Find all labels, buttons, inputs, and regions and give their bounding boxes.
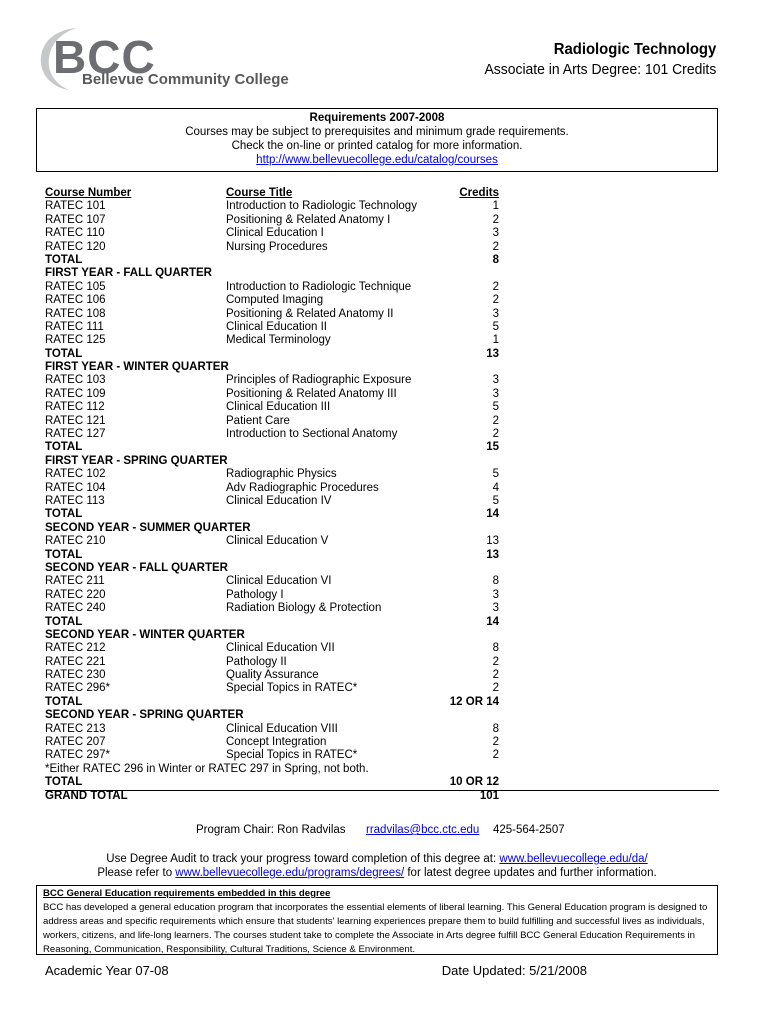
course-credits: 3 — [492, 387, 499, 400]
course-credits: 1 — [492, 334, 499, 347]
course-title: Adv Radiographic Procedures — [226, 481, 379, 494]
academic-year: Academic Year 07-08 — [45, 963, 169, 978]
table-row — [45, 723, 499, 736]
degree-updates-pre: Please refer to — [97, 867, 176, 879]
table-row — [45, 736, 499, 749]
course-number: RATEC 212 — [45, 642, 106, 655]
course-number: FIRST YEAR - WINTER QUARTER — [45, 361, 229, 374]
table-row — [45, 428, 499, 441]
program-chair-label: Program Chair: Ron Radvilas — [196, 824, 346, 836]
course-title: Introduction to Radiologic Technique — [226, 280, 412, 293]
course-credits: 1 — [492, 200, 499, 213]
course-credits: 5 — [492, 401, 499, 414]
course-credits: 8 — [492, 253, 499, 266]
course-title: Special Topics in RATEC* — [226, 682, 358, 695]
degree-updates-link[interactable]: www.bellevuecollege.edu/programs/degrees/ — [175, 867, 405, 879]
table-row — [45, 441, 499, 454]
degree-credits: Associate in Arts Degree: 101 Credits — [484, 61, 716, 78]
table-row — [45, 321, 499, 334]
course-number: RATEC 111 — [45, 320, 104, 333]
course-number: RATEC 112 — [45, 401, 105, 414]
course-credits: 2 — [492, 428, 499, 441]
course-credits: 2 — [492, 736, 499, 749]
course-number: RATEC 210 — [45, 535, 106, 548]
table-row — [45, 415, 499, 428]
course-title: Clinical Education III — [226, 401, 331, 414]
logo-college-name: Bellevue Community College — [82, 71, 289, 88]
header-course-number: Course Number — [45, 187, 132, 199]
table-row — [45, 227, 499, 240]
gened-body: BCC has developed a general education program that incorporates the essential elements of liberal learning. This General Education program is designed to address areas and specific requirements which ensure that students' learning experiences prepare them to build fulfilling and successful lives as individuals, workers, citizens, and life-long learners. The courses student take to complete the Associate in Arts degree fulfill BCC General Education Requirements in Reasoning, Communication, Responsibility, Cultural Traditions, Science & Environment. — [43, 902, 708, 955]
requirements-box — [36, 108, 718, 172]
table-row — [45, 294, 499, 307]
course-number: TOTAL — [45, 615, 83, 628]
logo-bcc-text: BCC — [53, 31, 156, 83]
table-row — [45, 790, 499, 803]
course-title: Medical Terminology — [226, 334, 331, 347]
course-number: TOTAL — [45, 695, 83, 708]
table-row — [45, 348, 499, 361]
course-number: RATEC 230 — [45, 669, 106, 682]
course-credits: 13 — [486, 347, 499, 360]
table-header-row — [45, 187, 499, 200]
course-credits: 2 — [492, 414, 499, 427]
table-row — [45, 589, 499, 602]
table-row — [45, 763, 499, 776]
table-row — [45, 200, 499, 213]
table-row — [45, 602, 499, 615]
course-number: RATEC 101 — [45, 200, 106, 213]
course-number: RATEC 105 — [45, 280, 106, 293]
table-row — [45, 549, 499, 562]
table-row — [45, 656, 499, 669]
course-credits: 3 — [492, 307, 499, 320]
program-title: Radiologic Technology — [553, 41, 716, 58]
table-row — [45, 388, 499, 401]
chair-phone: 425-564-2507 — [493, 824, 565, 836]
course-number: RATEC 220 — [45, 588, 106, 601]
course-number: GRAND TOTAL — [45, 789, 128, 802]
course-credits: 2 — [492, 669, 499, 682]
course-title: Quality Assurance — [226, 669, 319, 682]
table-row — [45, 575, 499, 588]
degree-audit-link[interactable]: www.bellevuecollege.edu/da/ — [499, 853, 648, 865]
table-row — [45, 308, 499, 321]
course-title: Patient Care — [226, 414, 290, 427]
course-title: Pathology II — [226, 655, 287, 668]
course-credits: 2 — [492, 294, 499, 307]
course-number: SECOND YEAR - FALL QUARTER — [45, 561, 228, 574]
course-credits: 12 OR 14 — [449, 695, 499, 708]
course-title: Computed Imaging — [226, 294, 324, 307]
course-table — [45, 187, 499, 803]
table-row — [45, 214, 499, 227]
course-number: RATEC 102 — [45, 468, 106, 481]
course-credits: 15 — [486, 441, 499, 454]
degree-audit-text: Use Degree Audit to track your progress toward completion of this degree at: — [106, 853, 500, 865]
course-number: RATEC 211 — [45, 575, 105, 588]
course-number: TOTAL — [45, 253, 83, 266]
table-row — [45, 361, 499, 374]
bcc-logo — [37, 26, 307, 92]
course-title: Radiation Biology & Protection — [226, 602, 382, 615]
header-credits: Credits — [459, 187, 499, 199]
course-number: RATEC 110 — [45, 227, 105, 240]
table-row — [45, 682, 499, 695]
table-row — [45, 508, 499, 521]
course-number: TOTAL — [45, 441, 83, 454]
course-number: RATEC 104 — [45, 481, 106, 494]
course-credits: 3 — [492, 602, 499, 615]
course-number: RATEC 296* — [45, 682, 110, 695]
program-header — [467, 40, 716, 80]
course-credits: 101 — [479, 789, 499, 802]
course-title: Introduction to Sectional Anatomy — [226, 428, 398, 441]
course-number: RATEC 109 — [45, 387, 106, 400]
course-title: Clinical Education VII — [226, 642, 335, 655]
table-row — [45, 696, 499, 709]
course-number: RATEC 121 — [45, 414, 106, 427]
course-number: TOTAL — [45, 776, 83, 789]
table-row — [45, 281, 499, 294]
course-credits: 2 — [492, 682, 499, 695]
course-title: Positioning & Related Anatomy III — [226, 387, 397, 400]
course-number: FIRST YEAR - FALL QUARTER — [45, 267, 212, 280]
course-title: Nursing Procedures — [226, 240, 328, 253]
table-row — [45, 709, 499, 722]
course-credits: 5 — [492, 494, 499, 507]
chair-email-link[interactable]: rradvilas@bcc.ctc.edu — [366, 824, 480, 836]
table-row — [45, 669, 499, 682]
course-number: RATEC 240 — [45, 602, 106, 615]
course-rows — [45, 200, 499, 803]
course-credits: 5 — [492, 320, 499, 333]
course-number: RATEC 127 — [45, 428, 106, 441]
course-number: SECOND YEAR - WINTER QUARTER — [45, 628, 245, 641]
course-title: Introduction to Radiologic Technology — [226, 200, 417, 213]
course-title: Positioning & Related Anatomy II — [226, 307, 394, 320]
course-title: Principles of Radiographic Exposure — [226, 374, 412, 387]
course-number: TOTAL — [45, 548, 83, 561]
course-credits: 14 — [486, 508, 499, 521]
course-number: RATEC 106 — [45, 294, 106, 307]
course-number: RATEC 120 — [45, 240, 106, 253]
course-number: *Either RATEC 296 in Winter or RATEC 297 in Spring, not both. — [45, 762, 369, 775]
course-number: RATEC 103 — [45, 374, 106, 387]
course-number: RATEC 108 — [45, 307, 106, 320]
degree-updates-line — [36, 867, 718, 879]
table-row — [45, 642, 499, 655]
table-row — [45, 254, 499, 267]
course-credits: 13 — [486, 535, 499, 548]
course-credits: 3 — [492, 227, 499, 240]
table-row — [45, 374, 499, 387]
degree-updates-post: for latest degree updates and further information. — [404, 867, 657, 879]
course-credits: 8 — [492, 722, 499, 735]
course-number: RATEC 213 — [45, 722, 106, 735]
course-credits: 5 — [492, 468, 499, 481]
course-title: Clinical Education VI — [226, 575, 332, 588]
table-row — [45, 468, 499, 481]
table-row — [45, 535, 499, 548]
course-credits: 2 — [492, 749, 499, 762]
course-credits: 2 — [492, 280, 499, 293]
course-number: FIRST YEAR - SPRING QUARTER — [45, 454, 228, 467]
course-number: RATEC 221 — [45, 655, 106, 668]
table-row — [45, 482, 499, 495]
course-title: Clinical Education V — [226, 535, 329, 548]
table-row — [45, 241, 499, 254]
course-title: Clinical Education IV — [226, 494, 332, 507]
course-credits: 2 — [492, 240, 499, 253]
course-title: Positioning & Related Anatomy I — [226, 213, 391, 226]
course-number: RATEC 125 — [45, 334, 106, 347]
degree-audit-line — [36, 853, 718, 865]
table-row — [45, 616, 499, 629]
table-row — [45, 334, 499, 347]
course-title: Clinical Education VIII — [226, 722, 338, 735]
table-row — [45, 562, 499, 575]
table-row — [45, 776, 499, 789]
course-credits: 2 — [492, 655, 499, 668]
table-row — [45, 455, 499, 468]
table-row — [45, 495, 499, 508]
course-credits: 13 — [486, 548, 499, 561]
course-title: Concept Integration — [226, 736, 327, 749]
course-credits: 3 — [492, 588, 499, 601]
course-title: Clinical Education II — [226, 320, 327, 333]
requirements-line-2: Check the on-line or printed catalog for more information. — [231, 140, 523, 152]
header-course-title: Course Title — [226, 187, 293, 199]
course-credits: 14 — [486, 615, 499, 628]
requirements-line-1: Courses may be subject to prerequisites and minimum grade requirements. — [185, 126, 569, 138]
table-row — [45, 749, 499, 762]
course-title: Radiographic Physics — [226, 468, 337, 481]
table-row — [45, 401, 499, 414]
date-updated: Date Updated: 5/21/2008 — [441, 963, 587, 978]
general-education-box — [36, 885, 718, 955]
course-credits: 2 — [492, 213, 499, 226]
course-credits: 4 — [492, 481, 499, 494]
gened-heading: BCC General Education requirements embedded in this degree — [43, 888, 331, 899]
course-title: Special Topics in RATEC* — [226, 749, 358, 762]
course-credits: 3 — [492, 374, 499, 387]
course-credits: 10 OR 12 — [449, 776, 499, 789]
course-number: RATEC 297* — [45, 749, 110, 762]
course-number: SECOND YEAR - SUMMER QUARTER — [45, 521, 251, 534]
course-title: Pathology I — [226, 588, 284, 601]
course-number: TOTAL — [45, 347, 83, 360]
grand-total-rule — [45, 790, 719, 791]
course-number: RATEC 107 — [45, 213, 106, 226]
catalog-link[interactable]: http://www.bellevuecollege.edu/catalog/courses — [256, 154, 498, 166]
course-number: TOTAL — [45, 508, 83, 521]
course-title: Clinical Education I — [226, 227, 324, 240]
table-row — [45, 629, 499, 642]
course-credits: 8 — [492, 642, 499, 655]
requirements-title: Requirements 2007-2008 — [309, 112, 445, 124]
table-row — [45, 267, 499, 280]
course-number: RATEC 207 — [45, 736, 106, 749]
course-number: SECOND YEAR - SPRING QUARTER — [45, 709, 244, 722]
course-number: RATEC 113 — [45, 494, 105, 507]
course-credits: 8 — [492, 575, 499, 588]
table-row — [45, 522, 499, 535]
